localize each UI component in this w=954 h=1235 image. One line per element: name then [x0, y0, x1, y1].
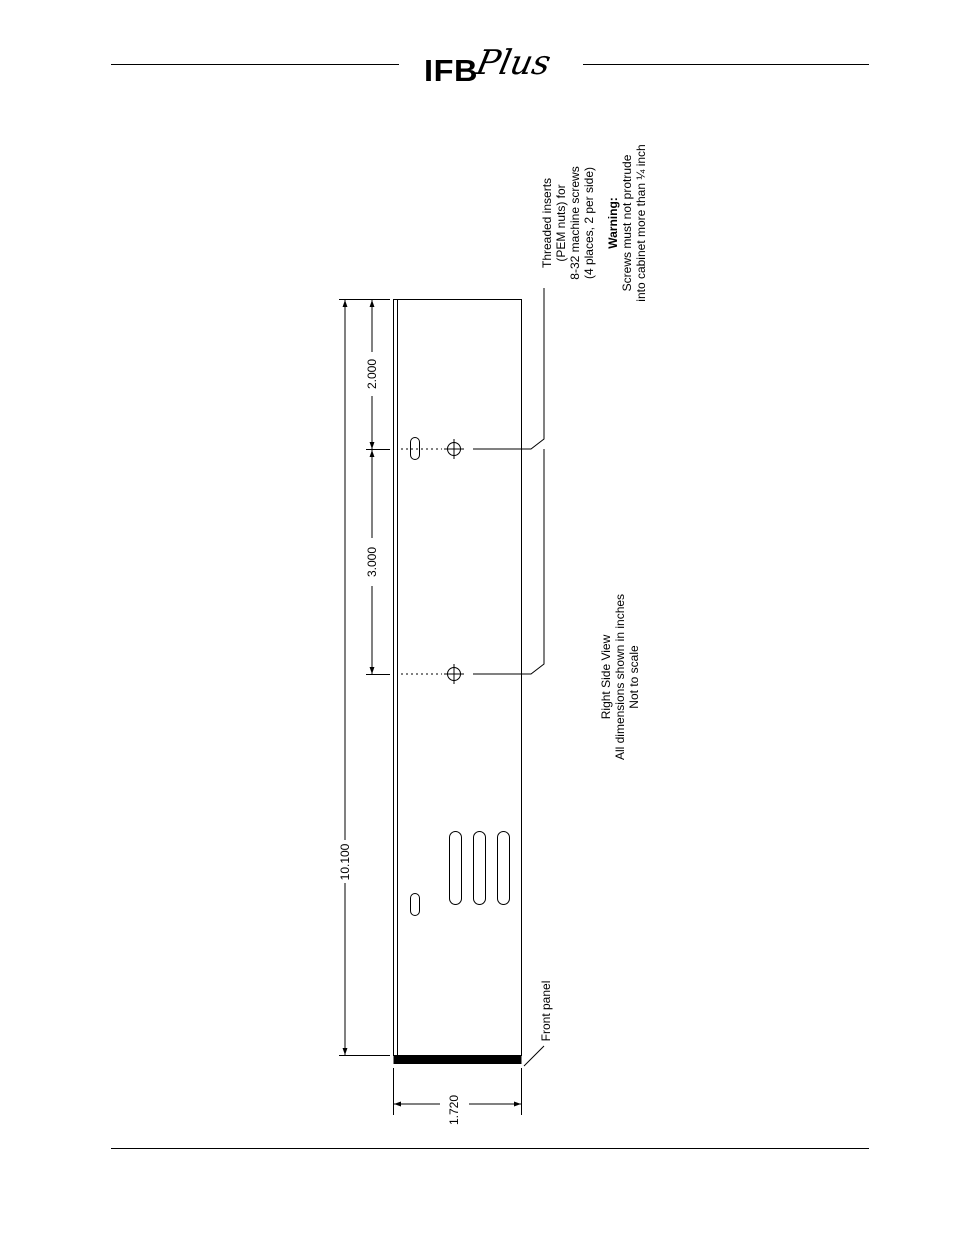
- dimension-1720-label: 1.720: [447, 1094, 461, 1126]
- front-panel-leader: [524, 1046, 544, 1066]
- dimension-2000-label: 2.000: [365, 358, 379, 390]
- warning-line-2: into cabinet more than ¼ inch: [634, 144, 648, 302]
- dimension-3000-label: 3.000: [365, 546, 379, 578]
- chassis-outline: [394, 300, 522, 1056]
- callout-line-4: (4 places, 2 per side): [582, 166, 596, 280]
- insert-hole-lower: [401, 664, 464, 684]
- logo-main-text: IFB: [424, 53, 479, 88]
- insert-leader-lines: [473, 288, 544, 674]
- dimension-10100: [339, 300, 390, 1056]
- callout-line-2: (PEM nuts) for: [554, 184, 568, 262]
- logo-script-text: Plus: [473, 43, 555, 83]
- vent-slots: [411, 832, 510, 916]
- insert-hole-upper: [401, 438, 464, 460]
- front-panel-label: Front panel: [539, 980, 553, 1042]
- warning-line-1: Screws must not protrude: [620, 154, 634, 292]
- caption-line-3: Not to scale: [627, 645, 641, 709]
- front-panel: [394, 1055, 522, 1064]
- caption-line-2: All dimensions shown in inches: [613, 593, 627, 761]
- warning-title: Warning:: [606, 197, 620, 249]
- caption-line-1: Right Side View: [599, 634, 613, 720]
- callout-line-3: 8-32 machine screws: [568, 166, 582, 280]
- view-caption: [599, 594, 641, 760]
- callout-line-1: Threaded inserts: [540, 177, 554, 269]
- dimension-10100-label: 10.100: [338, 843, 352, 881]
- threaded-inserts-callout: [540, 144, 648, 301]
